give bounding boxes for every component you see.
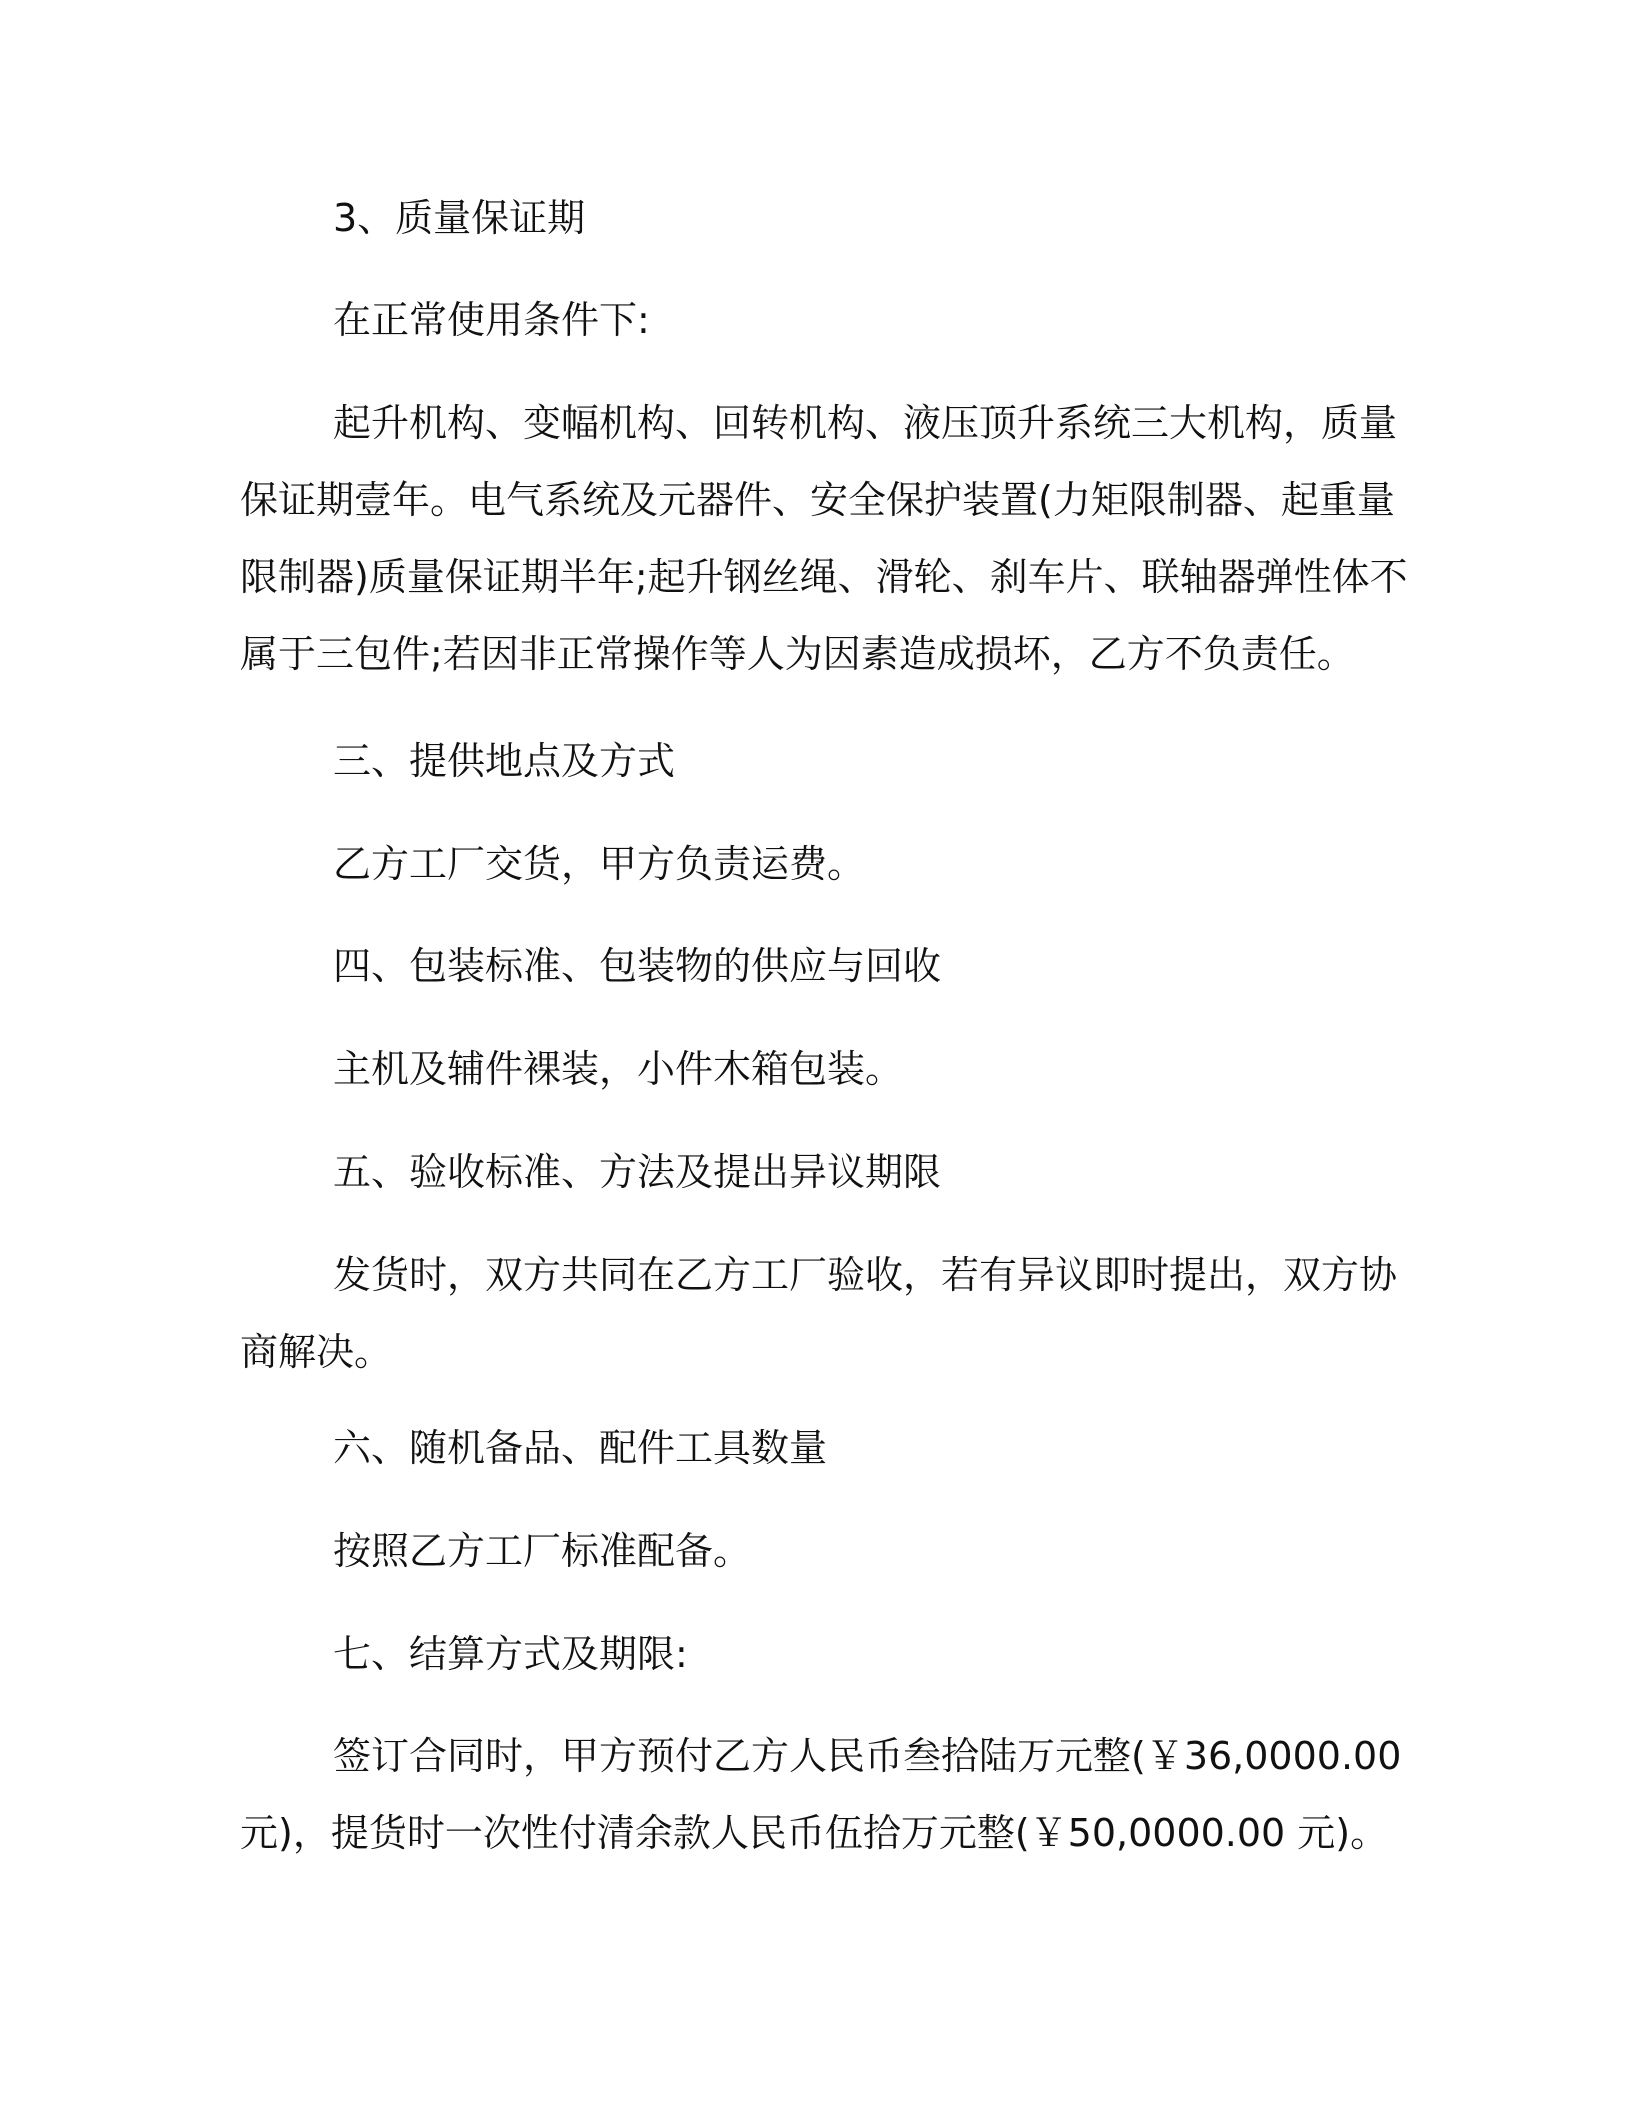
section-heading-acceptance: 五、验收标准、方法及提出异议期限 xyxy=(333,1150,942,1194)
paragraph-settlement: 签订合同时，甲方预付乙方人民币叁拾陆万元整(￥36,0000.00 元)，提货时一次性付清余款人民币伍拾万元整(￥50,0000.00 元)。 xyxy=(240,1734,1402,1855)
paragraph-acceptance: 发货时，双方共同在乙方工厂验收，若有异议即时提出，双方协 商解决。 xyxy=(240,1253,1398,1374)
paragraph-packaging: 主机及辅件裸装，小件木箱包装。 xyxy=(333,1047,904,1091)
section-heading-settlement: 七、结算方式及期限: xyxy=(333,1632,688,1676)
paragraph-warranty-terms: 起升机构、变幅机构、回转机构、液压顶升系统三大机构，质量 保证期壹年。电气系统及元器件、安全保护装置(力矩限制器、起重量 限制器)质量保证期半年;起升钢丝绳、滑轮、刹车片、联轴器弹性体不 属于三包件;若因非正常操作等人为因素造成损坏，乙方不负责任。 xyxy=(240,401,1408,676)
section-heading-spare-parts: 六、随机备品、配件工具数量 xyxy=(333,1426,828,1470)
paragraph-delivery: 乙方工厂交货，甲方负责运费。 xyxy=(333,842,866,886)
paragraph-spare-parts: 按照乙方工厂标准配备。 xyxy=(333,1529,752,1573)
section-heading-delivery: 三、提供地点及方式 xyxy=(333,739,676,783)
section-heading-packaging: 四、包装标准、包装物的供应与回收 xyxy=(333,944,942,988)
section-heading-quality-warranty: 3、质量保证期 xyxy=(333,196,586,240)
paragraph-normal-use: 在正常使用条件下: xyxy=(333,298,650,342)
